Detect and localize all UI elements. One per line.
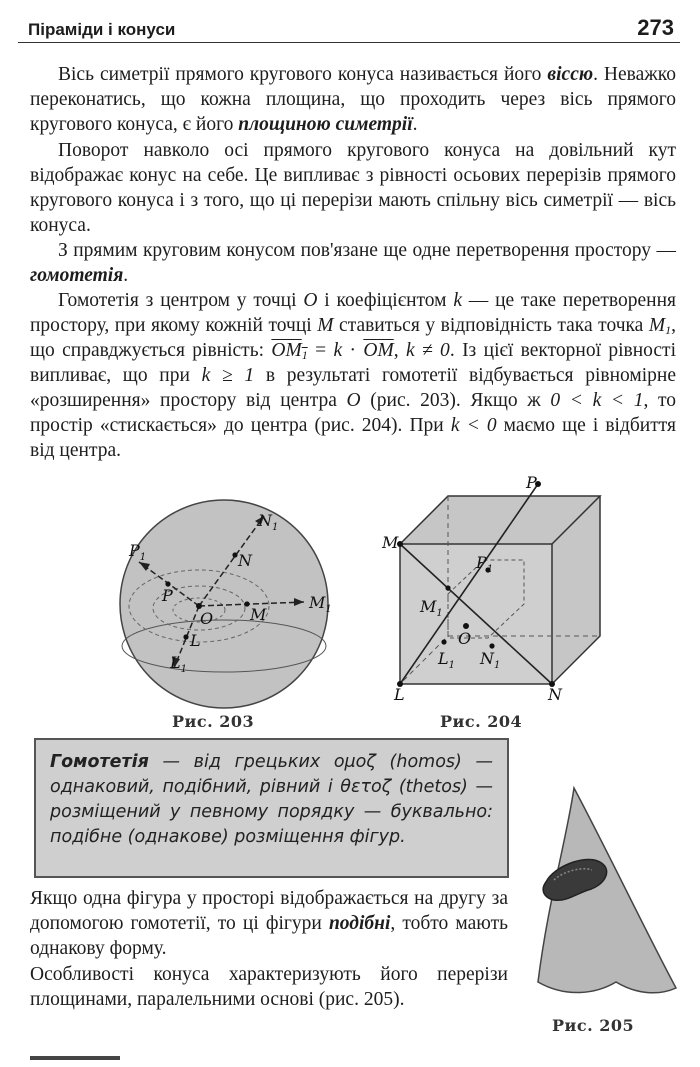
text: .: [123, 265, 129, 286]
label-N: N: [238, 551, 252, 570]
etymology-box: [34, 738, 509, 878]
label-O: O: [200, 609, 214, 628]
label-O: O: [458, 629, 472, 648]
label-P: P: [162, 586, 173, 605]
text: Вісь симетрії прямого кругового конуса називається його: [58, 64, 548, 85]
label-M1: $M_1$: [309, 593, 332, 615]
point-M: [244, 601, 249, 606]
math-k: k: [453, 290, 462, 311]
point-N1: [489, 643, 494, 648]
point-L1: [441, 639, 446, 644]
math-M1: [649, 315, 671, 336]
math-O: O: [346, 390, 361, 411]
paragraph-similarity: [30, 886, 508, 961]
math-k: k: [333, 340, 343, 361]
text: . Із цієї векторної рівності випливає, що при: [30, 340, 676, 386]
text: — це таке перетворення простору, при якому кожній точці: [30, 290, 676, 336]
label-N1: $N_1$: [480, 649, 501, 671]
text: Особливості конуса характеризують його перерізи площинами, паралельними основі (рис. 205).: [30, 964, 508, 1010]
vector-OM1: [271, 340, 307, 361]
text: З прямим круговим конусом пов'язане ще одне перетворення простору —: [58, 240, 676, 261]
math-O: O: [303, 290, 318, 311]
subscript: 1: [665, 323, 672, 337]
text: (рис. 203). Якщо ж: [360, 390, 551, 411]
paragraph-rotation: [30, 138, 676, 238]
label-P: P: [526, 474, 537, 492]
paragraph-cone-sections: [30, 962, 508, 1012]
figure-203-caption: Рис. 203: [172, 712, 255, 731]
text: Якщо одна фігура у просторі відображається на другу за допомогою гомотетії, то ці фігури: [30, 888, 508, 934]
label-N1: $N_1$: [258, 511, 279, 533]
text: . Неважко переконатись, що кожна площина, що проходить через вісь прямого кругового конуса, є його: [30, 64, 676, 135]
term-homothety: гомотетія: [30, 265, 124, 286]
paragraph-axis-definition: [30, 62, 676, 137]
label-L: L: [190, 631, 201, 650]
subscript: 1: [301, 348, 308, 362]
figure-203-sphere: [104, 496, 344, 716]
point-M1: [445, 585, 450, 590]
math-M: M: [317, 315, 334, 336]
etymology-term: Гомотетія: [50, 752, 149, 772]
label-M: M: [250, 605, 267, 624]
text: Поворот навколо осі прямого кругового конуса на довільний кут відображає конус на себе. Це випливає з рівності осьових перерізів прямого кругового конуса і з того, що ці перерізи мають спільну вісь симетрії — вісь конуса.: [30, 140, 676, 236]
paragraph-homothety-definition: [30, 288, 676, 463]
text: — від грецьких ομοζ (homos) — однаковий, подібний, рівний і θετοζ (thetos) — розміщений у певному порядку — буквально: подібне (однакове) розміщення фігур.: [50, 752, 493, 847]
text: , що справджується рівність:: [30, 315, 677, 361]
math-condition: k ≥ 1: [201, 365, 255, 386]
etymology-text: [36, 740, 507, 860]
label-N: N: [548, 685, 562, 704]
vector-OM: $\overline{OM}$: [363, 340, 394, 361]
figure-205-cone: [526, 782, 686, 1010]
label-P1: $P_1$: [129, 541, 147, 563]
text: Гомотетія з центром у точці: [58, 290, 304, 311]
point-N: [232, 552, 237, 557]
text: , то простір «стискається» до центра (рис. 204). При: [30, 390, 676, 436]
math-condition: k < 0: [450, 415, 497, 436]
footer-mark: [30, 1056, 120, 1060]
figure-204-cube: [378, 474, 623, 704]
section-title: Піраміди і конуси: [28, 20, 176, 39]
page-number: 273: [637, 15, 674, 40]
text: .: [412, 114, 418, 135]
label-L1: $L_1$: [438, 649, 455, 671]
label-L1: $L_1$: [170, 653, 187, 675]
text: M: [648, 315, 666, 336]
text: ,: [393, 340, 406, 361]
term-axis: віссю: [547, 64, 594, 85]
figure-204-caption: Рис. 204: [440, 712, 523, 731]
paragraph-homothety-intro: [30, 238, 676, 288]
label-M1: $M_1$: [420, 597, 443, 619]
text: в результаті гомотетії відбувається рівномірне «розширення» простору від центра: [30, 365, 676, 411]
text: маємо ще і відбиття від центра.: [30, 415, 676, 461]
text: і коефіцієнтом: [317, 290, 454, 311]
figure-205-caption: Рис. 205: [552, 1016, 635, 1035]
point-L: [183, 634, 188, 639]
term-similar: подібні: [328, 913, 391, 934]
math-condition: k ≠ 0: [405, 340, 450, 361]
label-L: L: [394, 685, 405, 704]
term-symmetry-plane: площиною симетрії: [238, 114, 413, 135]
text: ставиться у відповідність така точка: [333, 315, 649, 336]
running-head: [18, 14, 680, 43]
text: OM: [271, 340, 302, 361]
text: ·: [342, 340, 364, 361]
label-P1: $P_1$: [476, 553, 494, 575]
label-M: M: [382, 533, 399, 552]
text: , тобто мають однакову форму.: [30, 913, 508, 959]
text: =: [307, 340, 334, 361]
math-condition: 0 < k < 1: [550, 390, 644, 411]
